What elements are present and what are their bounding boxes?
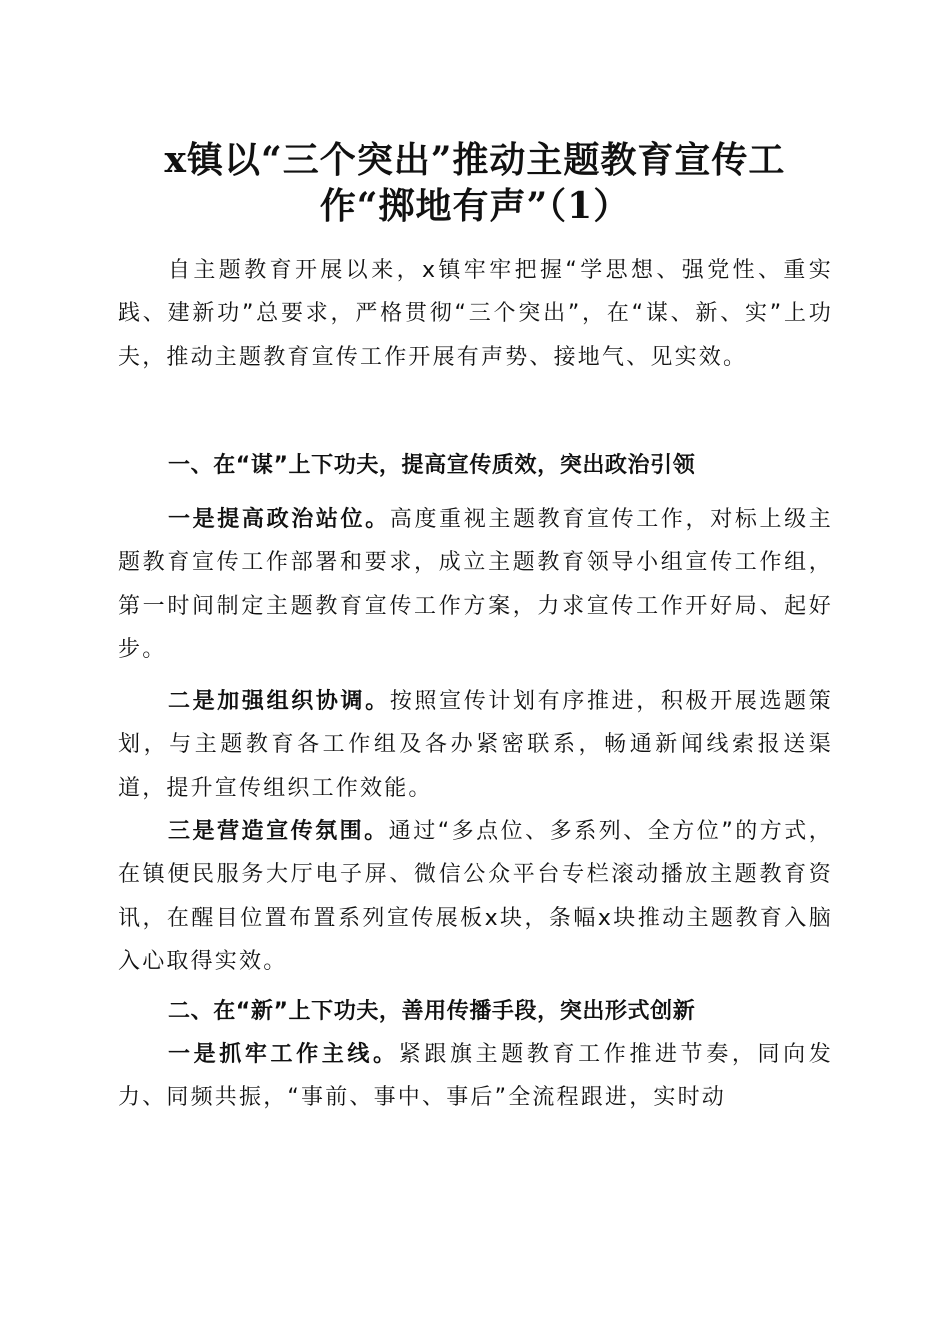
paragraph-lead: 一是抓牢工作主线。	[168, 1042, 399, 1067]
document-title-line-1: x镇以“三个突出”推动主题教育宣传工	[164, 139, 786, 181]
paragraph-text: 按照宣传计划有序推进，积极开展选题策划，与主题教育各工作组及各办紧密联系，畅通新闻线索报送渠道，提升宣传组织工作效能。	[118, 689, 833, 801]
section-heading-1: 一、在“谋”上下功夫，提高宣传质效，突出政治引领	[168, 453, 696, 478]
document-title-line-2: 作“掷地有声”（1）	[319, 185, 631, 227]
paragraph-text: 高度重视主题教育宣传工作，对标上级主题教育宣传工作部署和要求，成立主题教育领导小组宣传工作组，第一时间制定主题教育宣传工作方案，力求宣传工作开好局、起好步。	[118, 507, 833, 663]
section-1-paragraph-1	[118, 498, 833, 672]
intro-paragraph: 自主题教育开展以来，x镇牢牢把握“学思想、强党性、重实践、建新功”总要求，严格贯彻“三个突出”，在“谋、新、实”上功夫，推动主题教育宣传工作开展有声势、接地气、见实效。	[118, 258, 833, 370]
paragraph-lead: 二是加强组织协调。	[168, 689, 390, 714]
paragraph-lead: 三是营造宣传氛围。	[168, 819, 389, 844]
paragraph-text: 紧跟旗主题教育工作推进节奏，同向发力、同频共振，“事前、事中、事后”全流程跟进，实时动	[118, 1042, 833, 1111]
section-1-paragraph-2	[118, 680, 833, 810]
section-heading-2: 二、在“新”上下功夫，善用传播手段，突出形式创新	[168, 999, 696, 1024]
paragraph-lead: 一是提高政治站位。	[168, 507, 390, 532]
section-1-paragraph-3	[118, 810, 833, 984]
paragraph-text: 通过“多点位、多系列、全方位”的方式，在镇便民服务大厅电子屏、微信公众平台专栏滚动播放主题教育资讯，在醒目位置布置系列宣传展板x块，条幅x块推动主题教育入脑入心取得实效。	[118, 819, 833, 975]
section-2-paragraph-1	[118, 1033, 833, 1120]
